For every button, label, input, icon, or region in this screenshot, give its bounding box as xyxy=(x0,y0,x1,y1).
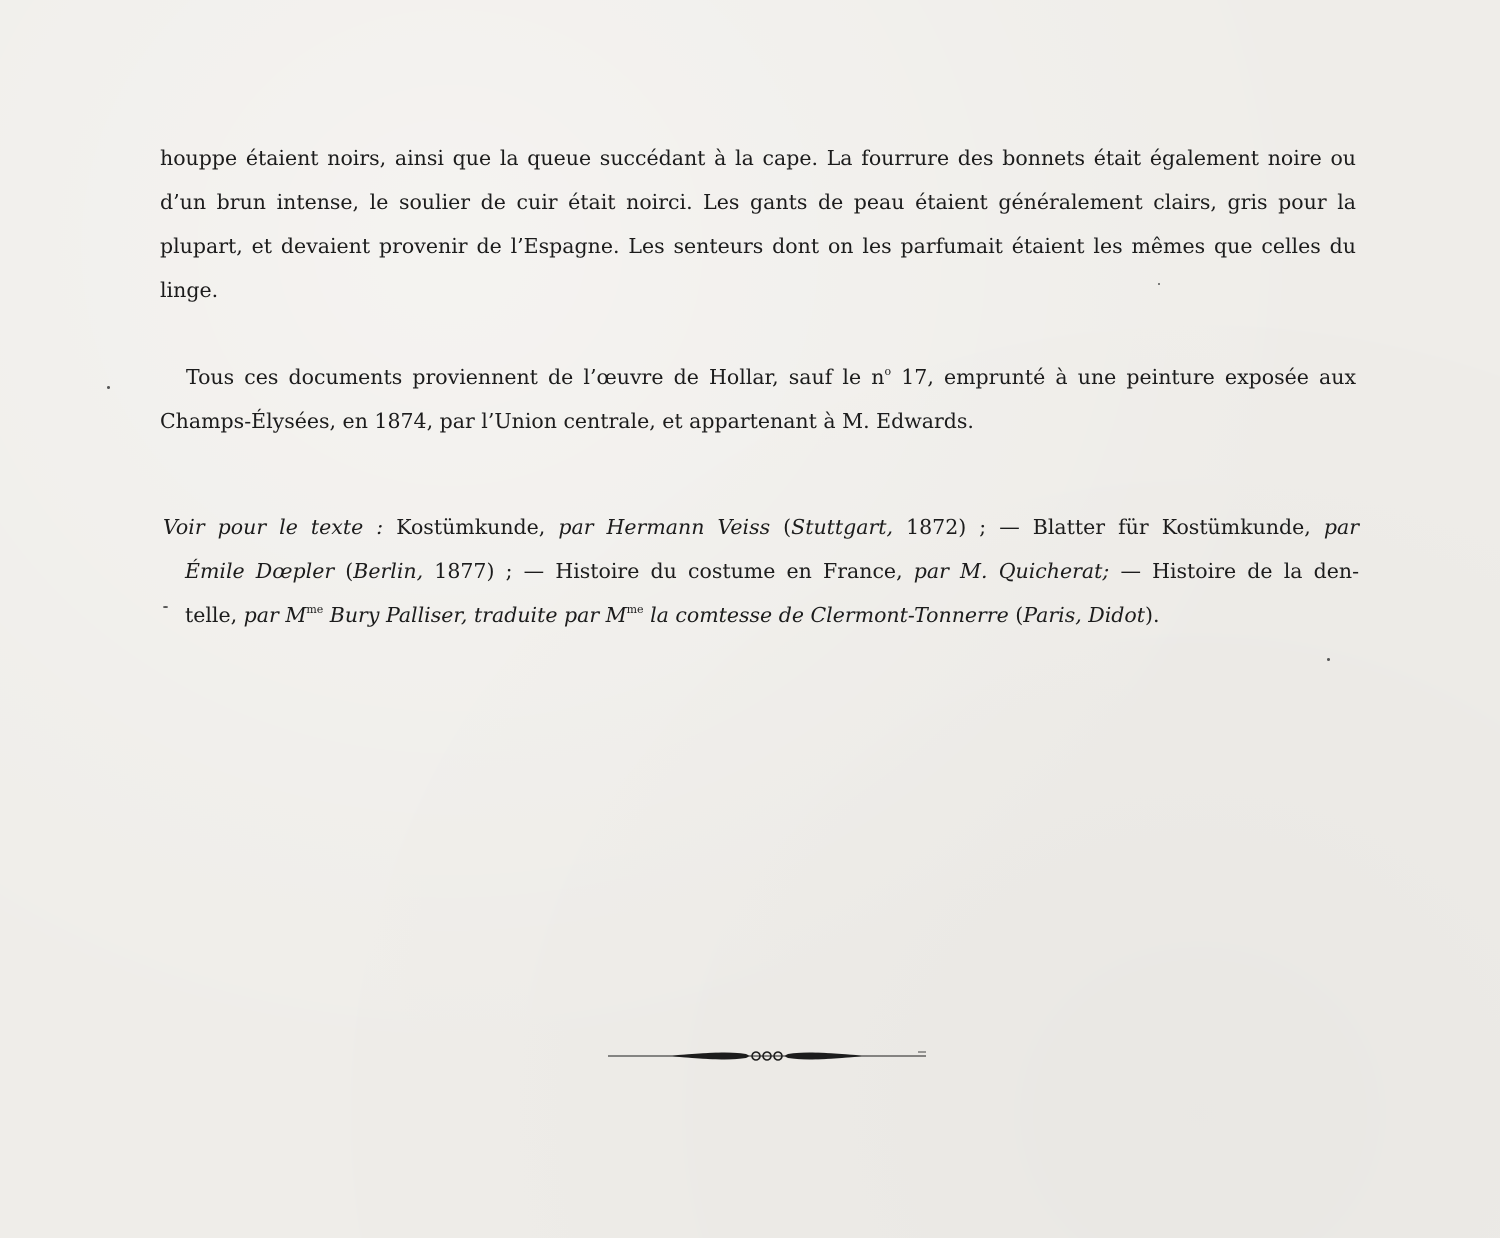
par-label: par xyxy=(1323,515,1360,539)
author-palliser: Bury Palliser, traduite par M xyxy=(323,603,627,627)
paper-speck xyxy=(1327,658,1330,661)
author-quicherat: par M. Quicherat; xyxy=(913,559,1110,583)
paper-speck xyxy=(163,606,168,608)
author-doepler: Émile Dœpler xyxy=(185,559,335,583)
place-paris-didot: Paris, Didot xyxy=(1023,603,1145,627)
work-histoire-dentelle: — Histoire de la den- xyxy=(1109,559,1360,583)
paragraph-sources xyxy=(160,355,1356,443)
author-veiss: par Hermann Veiss xyxy=(558,515,771,539)
bibliography-line-3 xyxy=(163,593,1359,637)
paren-open: ( xyxy=(770,515,792,539)
par-mme: par M xyxy=(243,603,307,627)
work-kostumkunde: Kostümkunde, xyxy=(383,515,559,539)
tailpiece-ornament-icon xyxy=(606,1045,928,1067)
paragraph-garments: houppe étaient noirs, ainsi que la queue succédant à la cape. La fourrure des bonnets était également noire ou d’un brun intense, le soulier de cuir était noirci. Les gants de peau étaient généralement clairs, gris pour la plupart, et devaient provenir de l’Espagne. Les senteurs dont on les parfumait étaient les mêmes que celles du linge. xyxy=(160,146,1356,302)
numero-sup: o xyxy=(884,365,892,378)
sources-text-b: 17, emprunté à une peinture exposée aux Champs-Élysées, en 1874, par l’Union centrale, et appartenant à M. Edwards. xyxy=(160,365,1357,433)
bibliography-intro: Voir pour le texte : xyxy=(163,515,384,539)
mme-sup-2: me xyxy=(626,603,644,616)
bibliography-line-1 xyxy=(163,505,1359,549)
paren-open: ( xyxy=(1008,603,1024,627)
paper-speck xyxy=(1158,283,1160,285)
work-histoire-dentelle-cont: telle, xyxy=(185,603,244,627)
sources-text-a: Tous ces documents proviennent de l’œuvre de Hollar, sauf le n xyxy=(186,365,885,389)
place-berlin: Berlin, xyxy=(353,559,424,583)
translator-clermont-tonnerre: la comtesse de Clermont-Tonnerre xyxy=(643,603,1009,627)
bibliography-line-2 xyxy=(163,549,1359,593)
paper-speck xyxy=(107,386,110,389)
place-stuttgart: Stuttgart, xyxy=(791,515,894,539)
bibliography xyxy=(163,505,1359,637)
work-histoire-costume: 1877) ; — Histoire du costume en France, xyxy=(423,559,914,583)
mme-sup: me xyxy=(306,603,324,616)
work-blatter: 1872) ; — Blatter für Kostümkunde, xyxy=(893,515,1324,539)
paren-close: ). xyxy=(1144,603,1160,627)
paren-open: ( xyxy=(334,559,354,583)
